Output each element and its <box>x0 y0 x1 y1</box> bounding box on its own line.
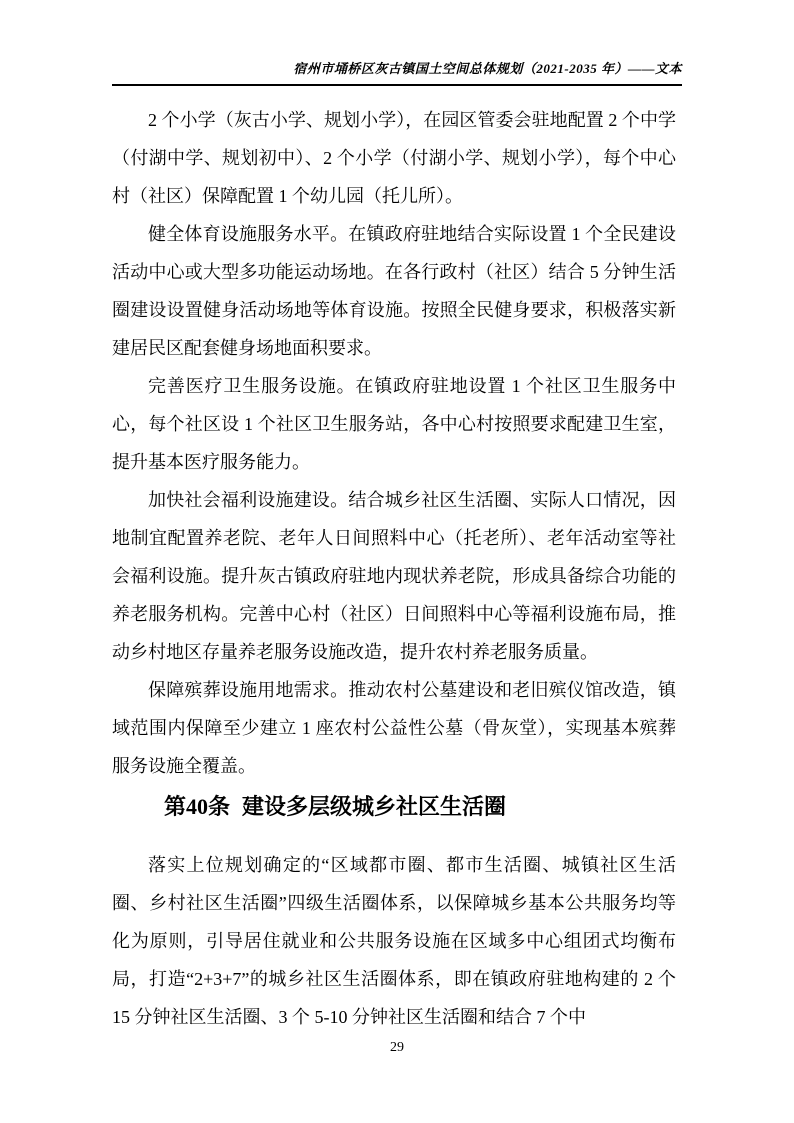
header-title: 宿州市埇桥区灰古镇国土空间总体规划（2021-2035 年）——文本 <box>293 61 682 76</box>
document-body <box>112 101 676 1036</box>
page-number: 29 <box>390 1040 404 1055</box>
paragraph-sports-facilities: 健全体育设施服务水平。在镇政府驻地结合实际设置 1 个全民建设活动中心或大型多功能运动场地。在各行政村（社区）结合 5 分钟生活圈建设设置健身活动场地等体育设施。按照全民健身要求，积极落实新建居民区配套健身场地面积要求。 <box>112 224 676 358</box>
paragraph-life-circle: 落实上位规划确定的“区域都市圈、都市生活圈、城镇社区生活圈、乡村社区生活圈”四级生活圈体系，以保障城乡基本公共服务均等化为原则，引导居住就业和公共服务设施在区域多中心组团式均衡布局，打造“2+3+7”的城乡社区生活圈体系，即在镇政府驻地构建的 2 个 15 分钟社区生活圈、3 个 5-10 分钟社区生活圈和结合 7 个中 <box>112 855 676 1027</box>
paragraph-welfare-facilities: 加快社会福利设施建设。结合城乡社区生活圈、实际人口情况，因地制宜配置养老院、老年人日间照料中心（托老所）、老年活动室等社会福利设施。提升灰古镇政府驻地内现状养老院，形成具备综合功能的养老服务机构。完善中心村（社区）日间照料中心等福利设施布局，推动乡村地区存量养老服务设施改造，提升农村养老服务质量。 <box>112 490 676 662</box>
paragraph-schools: 2 个小学（灰古小学、规划小学），在园区管委会驻地配置 2 个中学（付湖中学、规划初中）、2 个小学（付湖小学、规划小学），每个中心村（社区）保障配置 1 个幼儿园（托儿所）。 <box>112 110 676 206</box>
section-title: 建设多层级城乡社区生活圈 <box>242 794 507 819</box>
header-rule <box>112 84 682 86</box>
page-header <box>112 59 682 78</box>
page-footer <box>0 1039 794 1056</box>
paragraph-medical-facilities: 完善医疗卫生服务设施。在镇政府驻地设置 1 个社区卫生服务中心，每个社区设 1 个社区卫生服务站，各中心村按照要求配建卫生室，提升基本医疗服务能力。 <box>112 376 676 472</box>
paragraph-funeral-facilities: 保障殡葬设施用地需求。推动农村公墓建设和老旧殡仪馆改造，镇域范围内保障至少建立 1 座农村公益性公墓（骨灰堂），实现基本殡葬服务设施全覆盖。 <box>112 680 676 776</box>
section-number: 第40条 <box>164 794 231 819</box>
section-heading <box>112 788 676 826</box>
